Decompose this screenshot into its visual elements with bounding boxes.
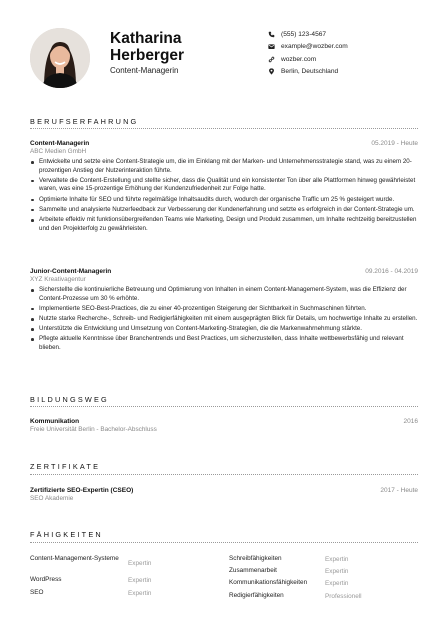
education-date: 2016 <box>403 418 418 425</box>
bullet-item: Unterstützte die Entwicklung und Umsetzung von Content-Marketing-Strategien, die die Markenwahrnehmung stärkte. <box>30 325 418 334</box>
certificate-date: 2017 - Heute <box>380 487 418 494</box>
section-title-certificates: ZERTIFIKATE <box>30 462 101 471</box>
section-divider <box>30 128 418 129</box>
job-title: Content-Managerin <box>30 140 90 147</box>
portrait-image <box>30 28 90 88</box>
bullet-item: Pflegte aktuelle Kenntnisse über Branchentrends und Best Practices, um sicherzustellen, dass Inhalte wettbewerbsfähig und relevant blieben. <box>30 335 418 352</box>
job-date: 05.2019 - Heute <box>371 140 418 147</box>
phone-icon <box>268 31 275 38</box>
contact-list <box>268 28 348 78</box>
job-header <box>30 268 418 275</box>
section-divider <box>30 474 418 475</box>
contact-phone[interactable] <box>268 28 348 41</box>
mail-icon <box>268 43 275 50</box>
bullet-item: Entwickelte und setzte eine Content-Strategie um, die im Einklang mit der Marken- und Unternehmensstrategie stand, was zu einem 20-prozentigen Anstieg der Nutzerinteraktion führte. <box>30 158 418 175</box>
skill-name: Kommunikationsfähigkeiten <box>229 579 308 586</box>
job-bullets <box>30 158 418 233</box>
contact-text: Berlin, Deutschland <box>281 68 339 76</box>
candidate-role: Content-Managerin <box>110 66 179 75</box>
skill-level: Expertin <box>325 568 349 575</box>
section-title-skills: FÄHIGKEITEN <box>30 530 103 539</box>
skill-level: Expertin <box>325 556 349 563</box>
job-company: ABC Medien GmbH <box>30 148 87 155</box>
bullet-item: Sammelte und analysierte Nutzerfeedback zur Verbesserung der Kundenerfahrung und setzte es erfolgreich in der Content-Strategie um. <box>30 206 418 215</box>
skill-name: Content-Management-Systeme <box>30 555 119 562</box>
job-entry <box>30 140 418 235</box>
contact-text: example@wozber.com <box>281 43 348 51</box>
profile-photo <box>30 28 90 88</box>
contact-location <box>268 66 348 79</box>
bullet-item: Implementierte SEO-Best-Practices, die zu einer 40-prozentigen Steigerung der Sichtbarkeit in Suchmaschinen führten. <box>30 305 418 314</box>
education-header <box>30 418 418 425</box>
skill-name: SEO <box>30 589 44 596</box>
job-date: 09.2016 - 04.2019 <box>365 268 418 275</box>
certificate-header <box>30 487 418 494</box>
section-title-experience: BERUFSERFAHRUNG <box>30 117 139 126</box>
section-divider <box>30 406 418 407</box>
skill-level: Expertin <box>325 580 349 587</box>
skill-name: Schreibfähigkeiten <box>229 555 282 562</box>
certificate-entry <box>30 487 418 502</box>
skill-level: Expertin <box>128 577 152 584</box>
contact-email[interactable] <box>268 41 348 54</box>
certificate-title: Zertifizierte SEO-Expertin (CSEO) <box>30 487 134 494</box>
certificate-detail: SEO Akademie <box>30 495 74 502</box>
education-detail: Freie Universität Berlin - Bachelor-Abschluss <box>30 426 157 433</box>
job-entry <box>30 268 418 354</box>
skill-level: Expertin <box>128 560 152 567</box>
bullet-item: Optimierte Inhalte für SEO und führte regelmäßige Inhaltsaudits durch, wodurch der organische Traffic um 25 % gesteigert wurde. <box>30 196 418 205</box>
contact-text: (555) 123-4567 <box>281 30 327 38</box>
section-divider <box>30 542 418 543</box>
education-title: Kommunikation <box>30 418 80 425</box>
education-entry <box>30 418 418 433</box>
contact-text: wozber.com <box>281 55 317 63</box>
bullet-item: Nutzte starke Recherche-, Schreib- und Redigierfähigkeiten mit einem ausgeprägten Blick für Details, um hochwertige Inhalte zu erstellen. <box>30 315 418 324</box>
resume-header <box>30 28 418 92</box>
section-title-education: BILDUNGSWEG <box>30 395 109 404</box>
location-icon <box>268 68 275 75</box>
bullet-item: Arbeitete effektiv mit funktionsübergreifenden Teams wie Marketing, Design und Produkt zusammen, um Inhalte rechtzeitig bereitzustellen und den Projekterfolg zu gewährleisten. <box>30 216 418 233</box>
job-bullets <box>30 286 418 353</box>
skill-level: Professionell <box>325 593 362 600</box>
skill-level: Expertin <box>128 590 152 597</box>
contact-website[interactable] <box>268 53 348 66</box>
job-company: XYZ Kreativagentur <box>30 276 86 283</box>
link-icon <box>268 56 275 63</box>
candidate-name: Katharina Herberger <box>110 30 185 64</box>
bullet-item: Sicherstellte die kontinuierliche Betreuung und Optimierung von Inhalten in einem Content-Management-System, was die Effizienz der Content-Prozesse um 30 % erhöhte. <box>30 286 418 303</box>
job-header <box>30 140 418 147</box>
job-title: Junior-Content-Managerin <box>30 268 112 275</box>
skill-name: Redigierfähigkeiten <box>229 592 284 599</box>
bullet-item: Verwaltete die Content-Erstellung und stellte sicher, dass die Qualität und ein konsistenter Ton über alle Plattformen hinweg gewährleistet waren, was eine 15-prozentige Erhöhung der Kundenzufriedenheit zur Folge hatte. <box>30 177 418 194</box>
skill-name: WordPress <box>30 576 62 583</box>
skill-name: Zusammenarbeit <box>229 567 277 574</box>
